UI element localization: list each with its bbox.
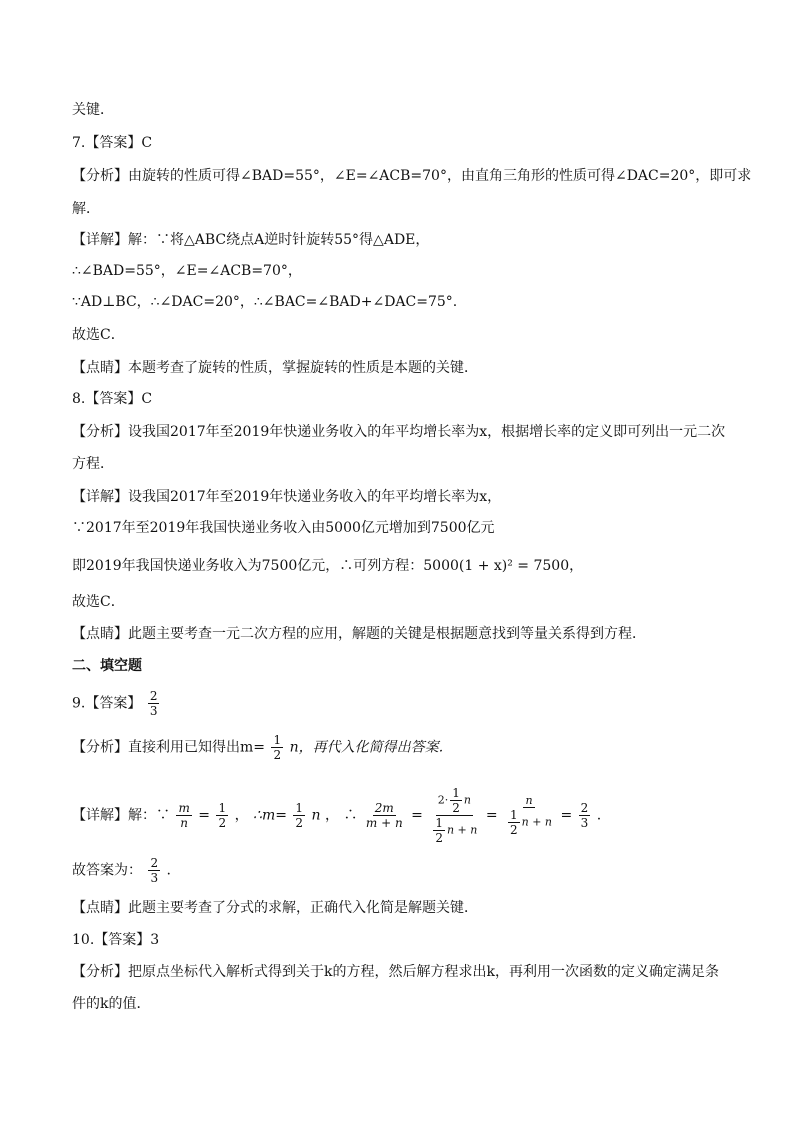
analysis-7: 【分析】由旋转的性质可得∠BAD=55°，∠E=∠ACB=70°，由直角三角形的性质可得∠DAC=20°，即可求 — [72, 168, 752, 184]
fraction-numerator: 1 — [218, 801, 227, 815]
detail-8-line3: 即2019年我国快递业务收入为7500亿元，∴可列方程：5000(1 + x)² = 7500， — [72, 558, 584, 574]
equals-sign: = — [560, 807, 573, 824]
analysis-9-text-a: 【分析】直接利用已知得出m= — [72, 739, 266, 756]
detail-9-label: 【详解】解：∵ — [72, 807, 170, 824]
period: . — [166, 862, 171, 879]
equals-sign: = — [485, 807, 498, 824]
detail-7-line3: ∵AD⊥BC，∴∠DAC=20°，∴∠BAC=∠BAD+∠DAC=75°. — [72, 294, 458, 310]
half-fraction — [450, 786, 462, 815]
half-fraction — [271, 733, 283, 762]
fraction-denominator: 2 — [218, 816, 227, 830]
fraction-denominator: 2 — [510, 823, 518, 837]
compound-fraction-1 — [429, 786, 479, 845]
compound-fraction-2 — [504, 794, 554, 837]
analysis-9-text-b: n，再代入化简得出答案． — [289, 739, 453, 756]
fraction-numerator: 2m — [374, 801, 394, 815]
answer-heading-8: 8.【答案】C — [72, 391, 153, 407]
fraction-denominator: 2 — [273, 748, 282, 762]
period: . — [596, 807, 602, 824]
comma: ， — [324, 807, 339, 824]
half-fraction — [433, 816, 445, 845]
two-m-over-m-plus-n — [364, 801, 405, 830]
comma: ， — [234, 807, 249, 824]
fraction-denominator: 2 — [295, 816, 304, 830]
fraction-numerator: 2 — [580, 801, 589, 815]
two-dot: 2· — [437, 793, 449, 807]
answer-heading-9 — [72, 689, 161, 718]
fraction-numerator: 1 — [452, 786, 460, 800]
therefore-sign: ∴ — [343, 807, 358, 824]
half-fraction — [293, 801, 305, 830]
final-answer-9 — [72, 856, 171, 885]
answer-label-9: 9.【答案】 — [72, 695, 142, 712]
analysis-10: 【分析】把原点坐标代入解析式得到关于k的方程，然后解方程求出k，再利用一次函数的定义确定满足条 — [72, 964, 719, 980]
fraction-denominator: 2 — [435, 831, 443, 845]
fraction-numerator: 2 — [150, 856, 159, 870]
fraction-numerator: 1 — [510, 808, 518, 822]
n-variable: n — [311, 807, 321, 824]
half-fraction — [216, 801, 228, 830]
choice-8: 故选C． — [72, 594, 125, 610]
equals-sign: = — [198, 807, 211, 824]
fraction-numerator: 1 — [435, 816, 443, 830]
detail-8-line1: 【详解】设我国2017年至2019年快递业务收入的年平均增长率为x， — [72, 489, 502, 505]
final-answer-label: 故答案为： — [72, 862, 142, 879]
fraction-numerator: 2 — [149, 689, 158, 703]
n-plus-n: n + n — [521, 815, 553, 829]
analysis-9 — [72, 733, 453, 762]
fraction-denominator: n — [180, 816, 189, 830]
n-plus-n: n + n — [446, 823, 478, 837]
answer-fraction-9 — [148, 689, 160, 718]
fraction-numerator — [436, 786, 473, 816]
fraction-numerator: m — [178, 801, 190, 815]
analysis-10-cont: 件的k的值． — [72, 996, 151, 1012]
two-thirds-fraction — [148, 856, 160, 885]
fraction-denominator: 2 — [452, 801, 460, 815]
fraction-denominator — [504, 808, 554, 837]
answer-heading-7: 7.【答案】C — [72, 135, 153, 151]
m-over-n-fraction — [176, 801, 191, 830]
fraction-denominator: m + n — [365, 816, 403, 830]
detail-7-line1: 【详解】解：∵将△ABC绕点A逆时针旋转55°得△ADE， — [72, 232, 430, 248]
section-heading-fill-blank: 二、填空题 — [72, 658, 142, 674]
therefore-m: ∴m= — [253, 807, 287, 824]
detail-9 — [72, 786, 601, 845]
fraction-denominator — [429, 816, 479, 845]
analysis-7-cont: 解． — [72, 201, 100, 217]
analysis-8: 【分析】设我国2017年至2019年快递业务收入的年平均增长率为x，根据增长率的定义即可列出一元二次 — [72, 424, 726, 440]
n-variable: n — [463, 793, 471, 807]
fraction-numerator: 1 — [295, 801, 304, 815]
comment-7: 【点睛】本题考查了旋转的性质，掌握旋转的性质是本题的关键． — [72, 360, 478, 376]
two-thirds-fraction — [579, 801, 591, 830]
equals-sign: = — [411, 807, 423, 824]
half-fraction — [508, 808, 520, 837]
analysis-8-cont: 方程． — [72, 456, 114, 472]
comment-8: 【点睛】此题主要考查一元二次方程的应用，解题的关键是根据题意找到等量关系得到方程． — [72, 626, 646, 642]
comment-9: 【点睛】此题主要考查了分式的求解，正确代入化简是解题关键． — [72, 900, 478, 916]
fraction-denominator: 3 — [150, 871, 159, 885]
fraction-numerator: 1 — [273, 733, 282, 747]
fraction-denominator: 3 — [580, 816, 589, 830]
detail-8-line2: ∵2017年至2019年我国快递业务收入由5000亿元增加到7500亿元 — [72, 520, 495, 536]
choice-7: 故选C． — [72, 327, 125, 343]
fraction-numerator: n — [525, 794, 533, 807]
fraction-denominator: 3 — [149, 704, 158, 718]
detail-7-line2: ∴∠BAD=55°，∠E=∠ACB=70°， — [72, 263, 302, 279]
answer-heading-10: 10.【答案】3 — [72, 932, 160, 948]
text-line: 关键． — [72, 102, 114, 118]
